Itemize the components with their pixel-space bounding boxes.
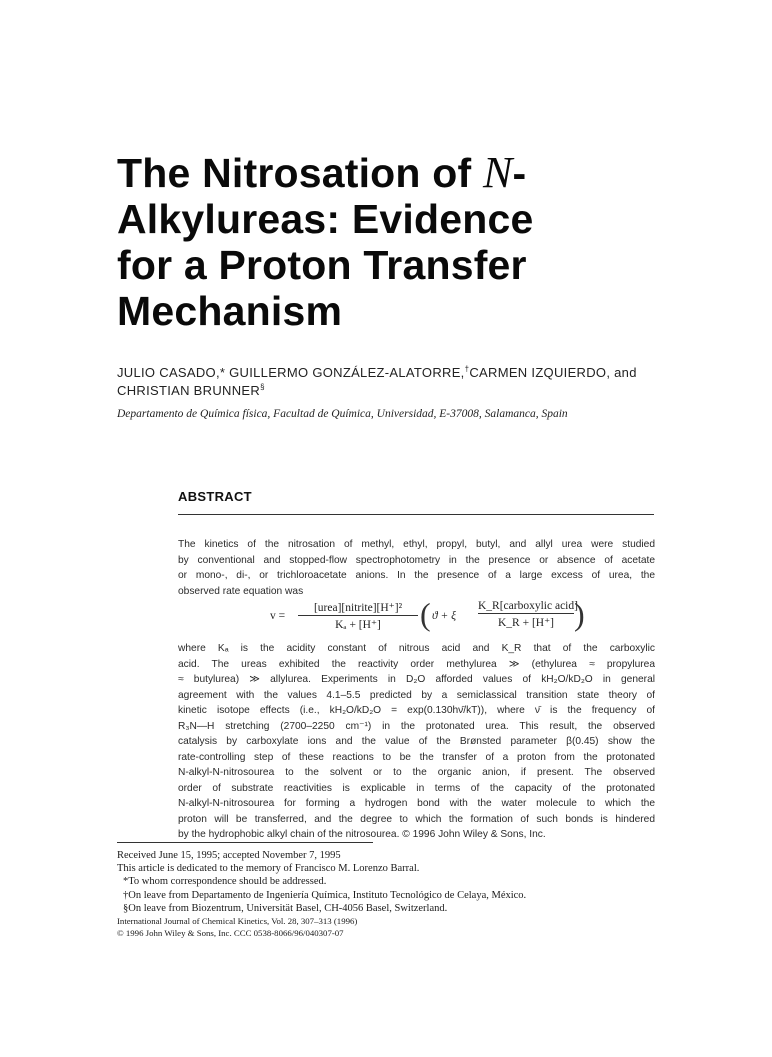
equation-denominator-1: Kₐ + [H⁺]: [335, 619, 381, 631]
abstract-line: rate-controlling step of these reactions to be the transfer of a proton from the protonated: [178, 751, 655, 763]
equation-lhs: v =: [270, 610, 286, 622]
equation-numerator-1: [urea][nitrite][H⁺]²: [298, 600, 418, 616]
title-line-4: Mechanism: [117, 288, 343, 334]
received-date: Received June 15, 1995; accepted November 7, 1995: [117, 850, 341, 861]
abstract-line: The kinetics of the nitrosation of methyl, ethyl, propyl, butyl, and allyl urea were studied: [178, 539, 655, 550]
title-italic-n: N: [482, 148, 513, 197]
abstract-line: R₃N—H stretching (2700–2250 cm⁻¹) in the protonated urea. This result, the observed: [178, 720, 655, 732]
dagger-footnote: †On leave from Departamento de Ingeniería Química, Instituto Tecnológico de Celaya, México.: [123, 889, 527, 901]
affiliation: Departamento de Química física, Facultad de Química, Universidad, E-37008, Salamanca, Spain: [117, 408, 568, 420]
copyright-line: © 1996 John Wiley & Sons, Inc. CCC 0538-8066/96/040307-07: [117, 928, 344, 939]
author-line-1: [117, 364, 677, 382]
authors-text-2: CHRISTIAN BRUNNER: [117, 383, 261, 398]
equation-fraction-1: [298, 600, 418, 631]
rate-equation: [270, 596, 590, 638]
dagger-mark: †: [464, 364, 470, 374]
abstract-body: [178, 641, 655, 843]
abstract-line: catalysis by carboxylate ions and the value of the Brønsted parameter β(0.45) show the: [178, 736, 655, 747]
equation-middle-term: ϑ + ξ: [432, 610, 457, 622]
author-list: [117, 364, 677, 400]
footnote-divider: [117, 842, 373, 843]
abstract-line: proton will be transferred, and the degree to which the formation of such bonds is hindered: [178, 813, 655, 825]
equation-open-paren: (: [420, 596, 431, 632]
equation-denominator-2: K_R + [H⁺]: [498, 617, 554, 629]
title-line-1: [117, 150, 677, 196]
abstract-line: N-alkyl-N-nitrosourea for forming a hydrogen bond with the water molecule to which the: [178, 798, 655, 809]
abstract-line: N-alkyl-N-nitrosourea to the solvent or to the organic anion, if present. The observed: [178, 767, 655, 778]
abstract-intro: [178, 537, 655, 599]
abstract-line: observed rate equation was: [178, 585, 304, 597]
abstract-line: where Kₐ is the acidity constant of nitrous acid and K_R that of the carboxylic: [178, 643, 655, 654]
footnotes: [117, 849, 677, 939]
abstract-line: agreement with the values 4.1–5.5 predicted by a semiclassical transition state theory of: [178, 689, 655, 701]
title-line-1-text: The Nitrosation of: [117, 150, 483, 196]
equation-close-paren: ): [574, 596, 585, 632]
author-line-2: [117, 382, 677, 400]
abstract-line: order of substrate reactivities is explicable in terms of the capacity of the protonated: [178, 782, 655, 794]
authors-text-1: JULIO CASADO,* GUILLERMO GONZÁLEZ-ALATORRE,: [117, 365, 465, 380]
abstract-divider: [178, 514, 654, 515]
article-title: [117, 150, 677, 334]
abstract-line: by conventional and stopped-flow spectrophotometry in the presence or absence of acetate: [178, 554, 655, 566]
title-hyphen: -: [512, 150, 527, 196]
section-footnote: §On leave from Biozentrum, Universität Basel, CH-4056 Basel, Switzerland.: [123, 902, 448, 914]
section-mark: §: [260, 382, 265, 392]
title-line-3: for a Proton Transfer: [117, 242, 527, 288]
authors-text-1-tail: CARMEN IZQUIERDO, and: [469, 365, 637, 380]
journal-citation: International Journal of Chemical Kinetics, Vol. 28, 307–313 (1996): [117, 916, 358, 927]
title-line-2: Alkylureas: Evidence: [117, 196, 534, 242]
equation-numerator-2: K_R[carboxylic acid]: [478, 600, 578, 612]
abstract-line: acid. The ureas exhibited the reactivity order methylurea ≫ (ethylurea ≈ propylurea: [178, 658, 655, 670]
abstract-line: or mono-, di-, or trichloroacetate anions. In the presence of a large excess of urea, the: [178, 570, 655, 581]
abstract-line: by the hydrophobic alkyl chain of the nitrosourea. © 1996 John Wiley & Sons, Inc.: [178, 829, 546, 840]
equation-fraction-2: [478, 600, 578, 629]
correspondence-note: *To whom correspondence should be addressed.: [123, 876, 327, 888]
abstract-line: kinetic isotope effects (i.e., kH₂O/kD₂O = exp(0.130hν̄/kT)), where ν̄ is the frequency of: [178, 705, 655, 716]
abstract-line: ≈ butylurea) ≫ allylurea. Experiments in D₂O afforded values of kH₂O/kD₂O in general: [178, 674, 655, 685]
abstract-heading: ABSTRACT: [178, 489, 252, 504]
dedication-note: This article is dedicated to the memory of Francisco M. Lorenzo Barral.: [117, 863, 420, 875]
